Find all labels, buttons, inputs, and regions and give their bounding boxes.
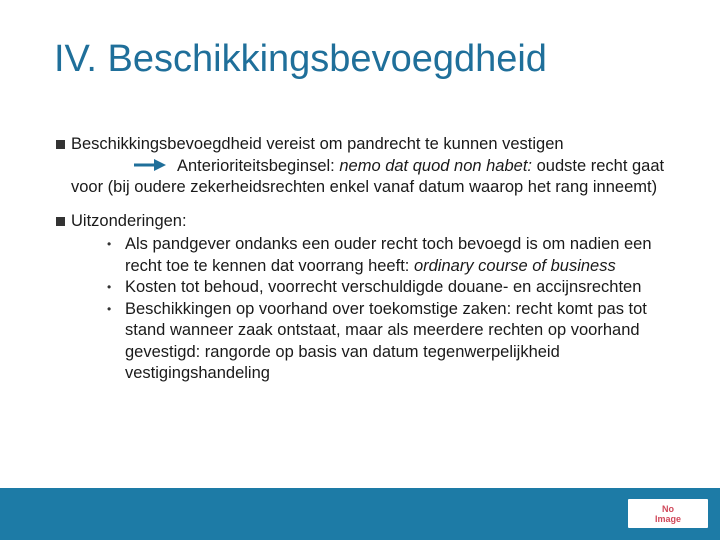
no-image-icon xyxy=(628,502,708,526)
dot-bullet-icon: • xyxy=(107,301,112,316)
arrow-subpoint xyxy=(71,156,674,178)
arrow-subpoint-lead: Anterioriteitsbeginsel: xyxy=(177,156,335,175)
arrow-subpoint-after: oudste recht gaat xyxy=(536,156,665,175)
square-bullet-icon xyxy=(56,217,65,226)
right-arrow-icon xyxy=(134,159,166,171)
slide-title: IV. Beschikkingsbevoegdheid xyxy=(54,38,547,80)
slide-content xyxy=(54,134,674,385)
no-image-placeholder xyxy=(628,499,708,528)
sub-bullet-item xyxy=(107,277,674,299)
dot-bullet-icon: • xyxy=(107,280,112,294)
arrow-subpoint-continuation: voor (bij oudere zekerheidsrechten enkel vanaf datum waarop het rang inneemt) xyxy=(71,178,658,196)
sub-bullet-item xyxy=(107,299,674,385)
bullet-text: Uitzonderingen: xyxy=(71,211,187,230)
no-image-line2: Image xyxy=(654,514,682,524)
bullet-item xyxy=(54,211,674,385)
sub-bullet-text: Beschikkingen op voorhand over toekomstige zaken: recht komt pas tot stand wanneer zaak ontstaat, maar als meerdere rechten op voorhand gevestigd: rangorde op basis van datum tegenwerpelijkheid vestigingshandeling xyxy=(125,299,647,382)
sub-bullet-list xyxy=(71,234,674,385)
sub-bullet-item xyxy=(107,234,674,277)
dot-bullet-icon: • xyxy=(107,237,112,251)
footer-bar xyxy=(0,488,720,540)
sub-bullet-text: Als pandgever ondanks een ouder recht toch bevoegd is om nadien een recht toe te kennen dat voorrang heeft: xyxy=(125,235,652,275)
arrow-subpoint-italic: nemo dat quod non habet: xyxy=(339,156,533,175)
sub-bullet-italic: ordinary course of business xyxy=(413,256,616,275)
no-image-line1: No xyxy=(662,504,674,514)
bullet-text: Beschikkingsbevoegdheid vereist om pandrecht te kunnen vestigen xyxy=(71,135,564,153)
square-bullet-icon xyxy=(56,140,65,149)
bullet-item xyxy=(54,134,674,199)
sub-bullet-text: Kosten tot behoud, voorrecht verschuldigde douane- en accijnsrechten xyxy=(125,278,642,296)
